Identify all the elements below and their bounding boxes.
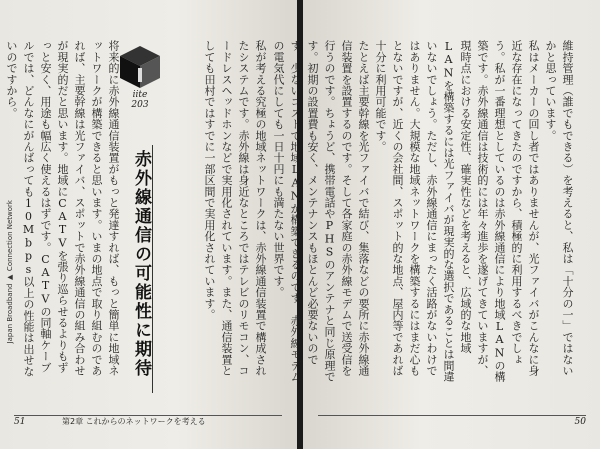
left-body-column-main: 私が考える究極の地域ネットワークは、赤外線通信装置で構成されたシステムです。赤外線は身近なところではテレビのリモコン、コードレスヘッドホンなどで実用化されています。また、通信装置としても田村ではすでに一部区間で実用化されています。: [203, 40, 267, 376]
emblem-caption: iite 203: [131, 90, 149, 110]
heading-divider: [152, 145, 153, 393]
page-number-right: 50: [574, 417, 586, 427]
cube-emblem-icon: [118, 44, 162, 92]
right-page: [272, 0, 600, 449]
side-running-label: Japan Broadband ▶ Connection Network: [6, 200, 14, 344]
page-number-left: 51: [14, 417, 26, 427]
footer-rule: [318, 415, 586, 416]
section-heading: 赤外線通信の可能性に期待: [131, 150, 151, 378]
chapter-title: 第2章 これからのネットワークを考える: [62, 417, 206, 426]
right-body-text: 維持管理（誰でもできる）を考えると、私は「十分の一」ではないかと思っています。 私はメーカーの回し者ではありませんが、光ファイバがこんなに身近な存在になってきたのですから、積極的に利用するべきでしょう。私が一番理想としているのは赤外線通信により地域LANの構築です。赤外線通信は技術的には年々進歩を遂げてきていますが、現時点における安定性、確実性などを考えると、広域的な地域LANを構築するには光ファイバが現実的な選択であることは間違いないでしょう。ただし、赤外線通信にまったく活路がないわけではありません。大規模な地域ネットワークを構築するにはまだ心もとないですが、近くの会社間、スポット的な地点、屋内等であれば十分に利用可能です。 たとえば主要幹線を光ファイバで結び、集落などの要所に赤外線通信装置を設置するのです。そして各家庭の赤外線モデムで送受信を行うのです。ちょうど、携帯電話やPHSのアンテナと同じ原理です。初期の設置費も安く、メンテナンスもほとんど必要ないのです。少ないコストで地域LANが構築できるのです。赤外線モデムの電気代にしても一日十円にも満たない世界です。: [272, 40, 574, 382]
left-body-column-secondary: 将来的に赤外線通信装置がもっと発達すれば、もっと簡単に地域ネットワークが構築できると思います。いまの地点で取り組むのであれば、主要幹線は光ファイバ、スポットで赤外線通信の組み合わせが現実的だと思います。地域にCATVを張り巡らせるよりもずっと安く、用途も幅広く使えるはずです。CATVの同軸ケーブルでは、どんなにがんばっても10Mbps以上の性能は出せないのですから。: [5, 40, 120, 377]
left-page: [0, 0, 297, 449]
